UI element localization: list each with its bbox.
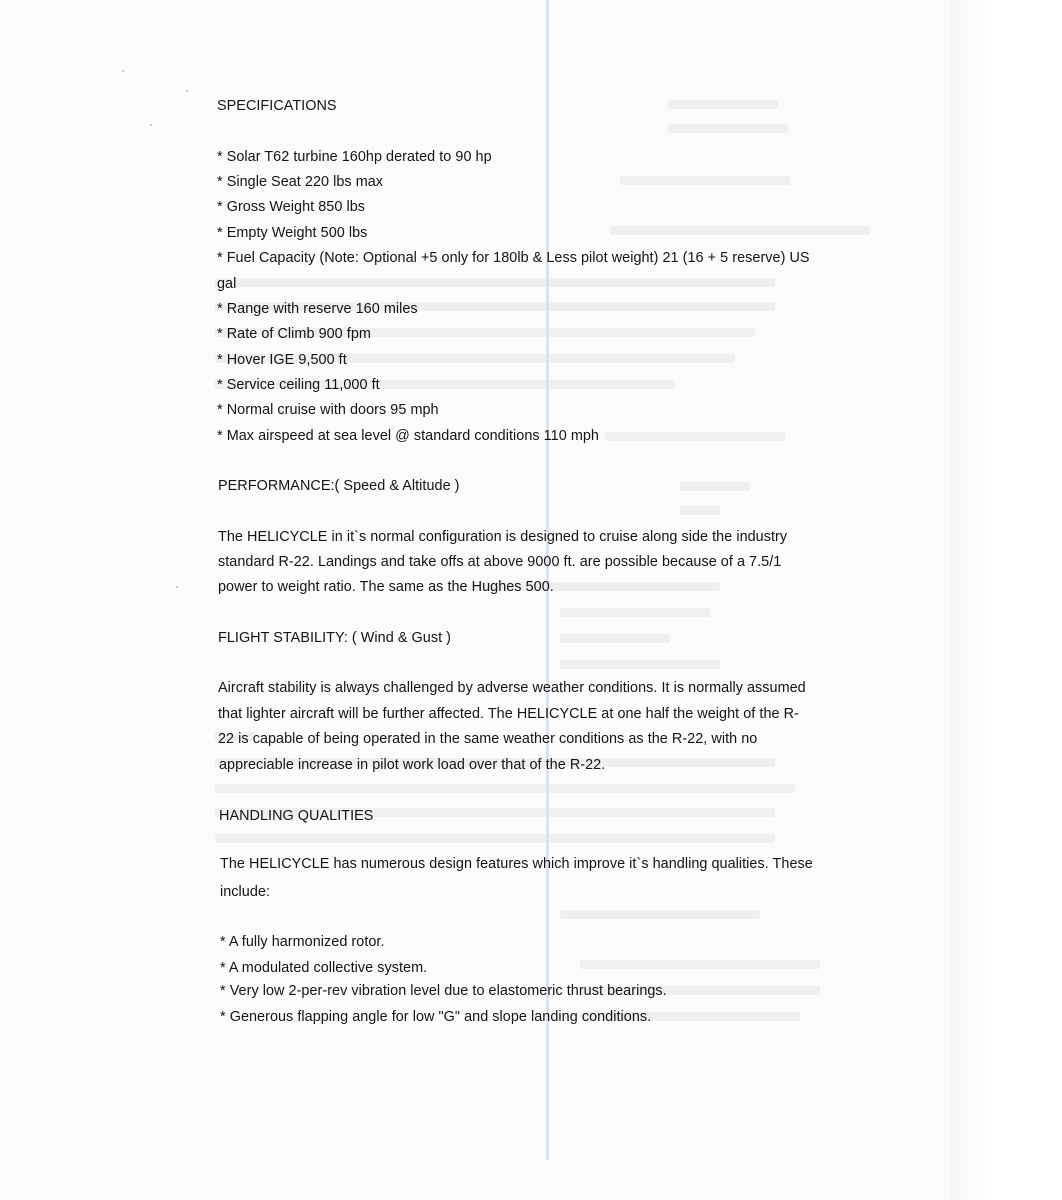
handling-text-line: The HELICYCLE has numerous design features which improve it`s handling qualities. These	[220, 856, 813, 872]
specifications-heading: SPECIFICATIONS	[217, 98, 337, 114]
spec-item: * Solar T62 turbine 160hp derated to 90 hp	[217, 149, 492, 165]
handling-feature-item: * A fully harmonized rotor.	[220, 934, 385, 950]
performance-text-line: The HELICYCLE in it`s normal configuration is designed to cruise along side the industry	[218, 529, 788, 545]
spec-item: * Fuel Capacity (Note: Optional +5 only for 180lb & Less pilot weight) 21 (16 + 5 reserve) US	[217, 250, 810, 266]
spec-item: * Range with reserve 160 miles	[217, 301, 418, 317]
flight-stability-text-line: that lighter aircraft will be further affected. The HELICYCLE at one half the weight of the R-	[218, 706, 799, 722]
spec-item: * Single Seat 220 lbs max	[217, 174, 384, 190]
spec-item: gal	[217, 276, 237, 292]
performance-text-line: standard R-22. Landings and take offs at above 9000 ft. are possible because of a 7.5/1	[218, 554, 782, 570]
handling-feature-item: * A modulated collective system.	[220, 960, 428, 976]
performance-text-line: power to weight ratio. The same as the Hughes 500.	[218, 579, 554, 595]
flight-stability-text-line: 22 is capable of being operated in the same weather conditions as the R-22, with no	[218, 731, 758, 747]
spec-item: * Gross Weight 850 lbs	[217, 199, 366, 215]
spec-item: * Service ceiling 11,000 ft	[217, 377, 380, 393]
handling-feature-item: * Generous flapping angle for low "G" and slope landing conditions.	[220, 1009, 652, 1025]
spec-item: * Max airspeed at sea level @ standard conditions 110 mph	[217, 428, 599, 444]
spec-item: * Normal cruise with doors 95 mph	[217, 402, 439, 418]
performance-heading: PERFORMANCE:( Speed & Altitude )	[218, 478, 460, 494]
spec-item: * Rate of Climb 900 fpm	[217, 326, 371, 342]
handling-qualities-heading: HANDLING QUALITIES	[219, 808, 374, 824]
flight-stability-heading: FLIGHT STABILITY: ( Wind & Gust )	[218, 630, 452, 646]
flight-stability-text-line: Aircraft stability is always challenged by adverse weather conditions. It is normally assumed	[218, 680, 806, 696]
spec-item: * Empty Weight 500 lbs	[217, 225, 368, 241]
flight-stability-text-line: appreciable increase in pilot work load over that of the R-22.	[219, 757, 606, 773]
handling-feature-item: * Very low 2-per-rev vibration level due to elastomeric thrust bearings.	[220, 983, 667, 999]
spec-item: * Hover IGE 9,500 ft	[217, 352, 347, 368]
handling-text-line: include:	[220, 884, 271, 900]
